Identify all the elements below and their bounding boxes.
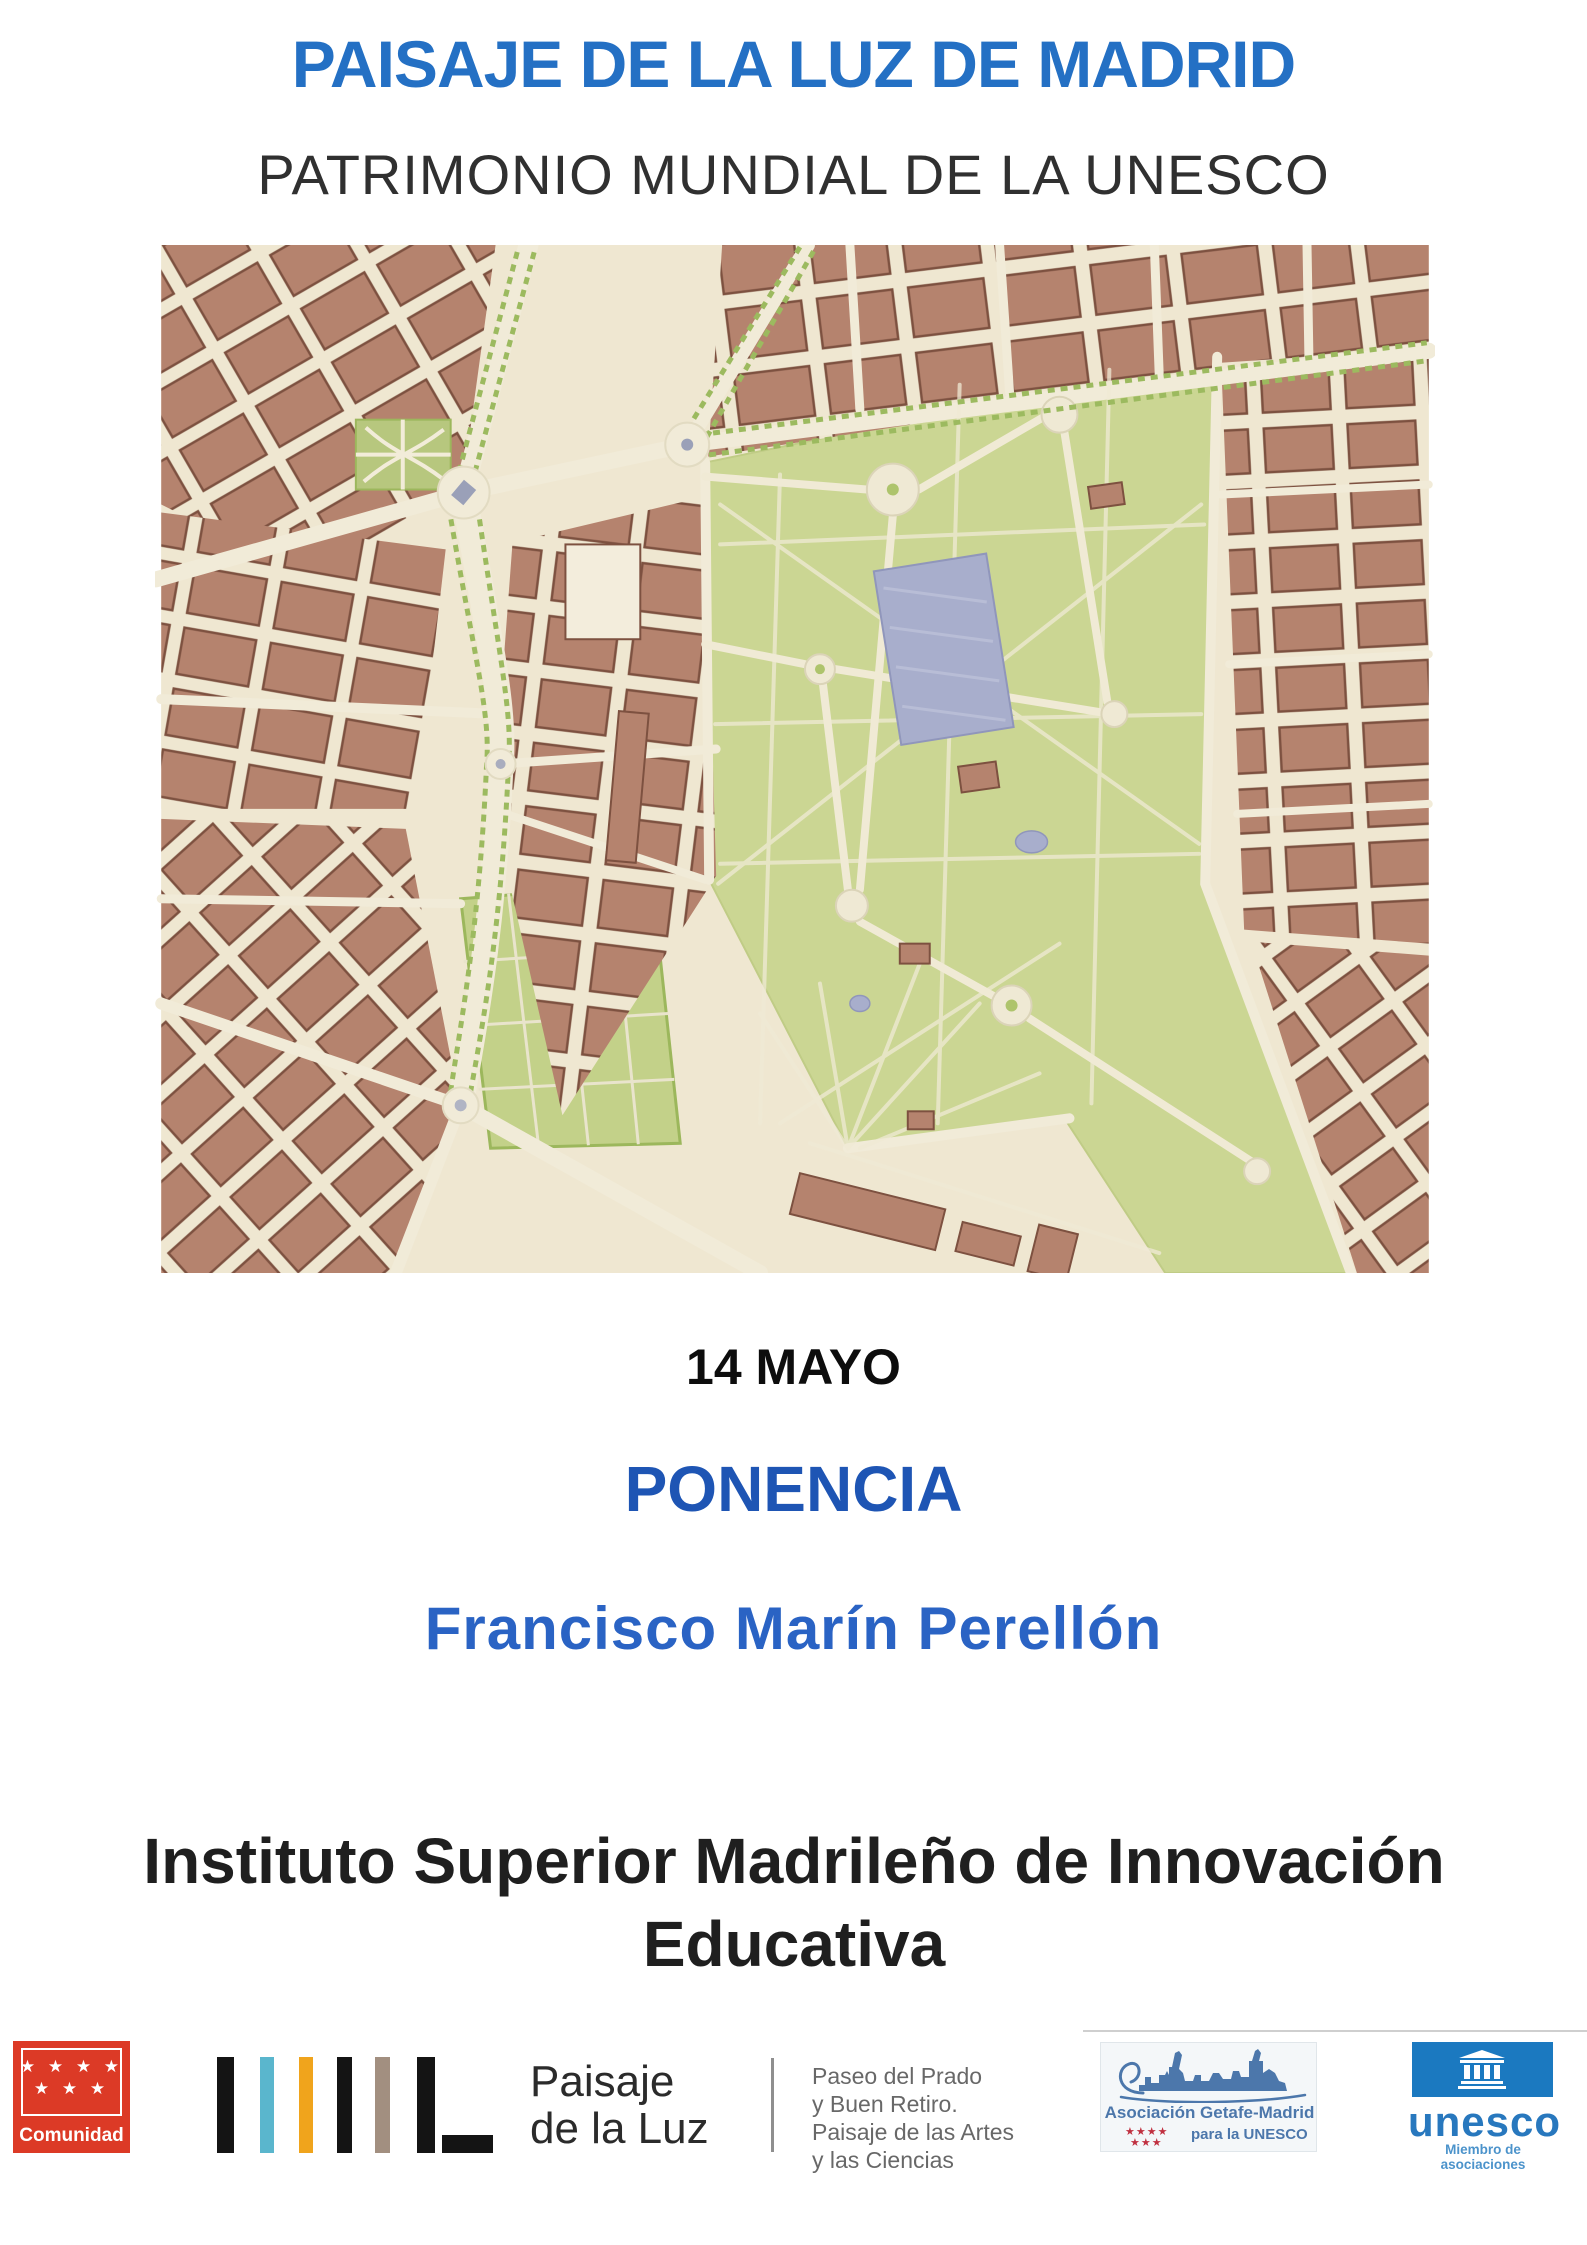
asociacion-getafe-madrid-logo <box>1100 2042 1317 2152</box>
asociacion-skyline-icon <box>1109 2047 1309 2103</box>
paisaje-logo-bar-4 <box>337 2057 352 2153</box>
comunidad-label: Comunidad <box>19 2125 124 2146</box>
poster-subtitle: PATRIMONIO MUNDIAL DE LA UNESCO <box>257 143 1330 206</box>
asociacion-subtitle: para la UNESCO <box>1191 2126 1308 2143</box>
footer-divider-line <box>1083 2030 1587 2032</box>
paisaje-logo-bar-foot <box>442 2135 493 2153</box>
tagline-line3: Paisaje de las Artes <box>812 2119 1015 2145</box>
tagline-line4: y las Ciencias <box>812 2147 954 2173</box>
comunidad-stars-row1: ★ ★ ★ ★ <box>19 2057 124 2076</box>
poster-title: PAISAJE DE LA LUZ DE MADRID <box>291 27 1296 101</box>
unesco-wordmark: unesco <box>1408 2098 1562 2145</box>
speaker-name: Francisco Marín Perellón <box>424 1595 1163 1662</box>
footer-vertical-divider <box>771 2058 774 2152</box>
paisaje-logo-bar-5 <box>375 2057 390 2153</box>
paisaje-de-la-luz-wordmark <box>530 2058 709 2152</box>
paisaje-logo-bar-3 <box>299 2057 313 2153</box>
institution-name: Instituto Superior Madrileño de Innovación Educativa <box>143 1825 1445 1981</box>
paisaje-tagline <box>812 2062 1014 2174</box>
paisaje-logo-bar-2 <box>260 2057 274 2153</box>
asociacion-stars-row1: ★★★★ <box>1125 2126 1169 2138</box>
event-type: PONENCIA <box>624 1453 963 1525</box>
paisaje-logo-bar-6 <box>417 2057 435 2153</box>
comunidad-stars-row2: ★ ★ ★ <box>33 2079 110 2098</box>
asociacion-stars-row2: ★★★ <box>1130 2137 1163 2149</box>
unesco-member-tagline: Miembro de asociaciones <box>1440 2142 1526 2172</box>
historic-map-svg <box>155 245 1435 1273</box>
tagline-line2: y Buen Retiro. <box>812 2091 958 2117</box>
asociacion-name: Asociación Getafe-Madrid <box>1104 2103 1315 2122</box>
paisaje-wordmark-line1: Paisaje <box>530 2057 675 2106</box>
comunidad-de-madrid-logo <box>13 2041 130 2153</box>
unesco-logo-emblem <box>1412 2042 1553 2097</box>
tagline-line1: Paseo del Prado <box>812 2063 983 2089</box>
unesco-temple-icon <box>1456 2050 1508 2090</box>
map-image <box>155 245 1435 1273</box>
paisaje-logo-bar-1 <box>217 2057 234 2153</box>
event-date: 14 MAYO <box>686 1339 901 1395</box>
paisaje-wordmark-line2: de la Luz <box>530 2104 709 2153</box>
